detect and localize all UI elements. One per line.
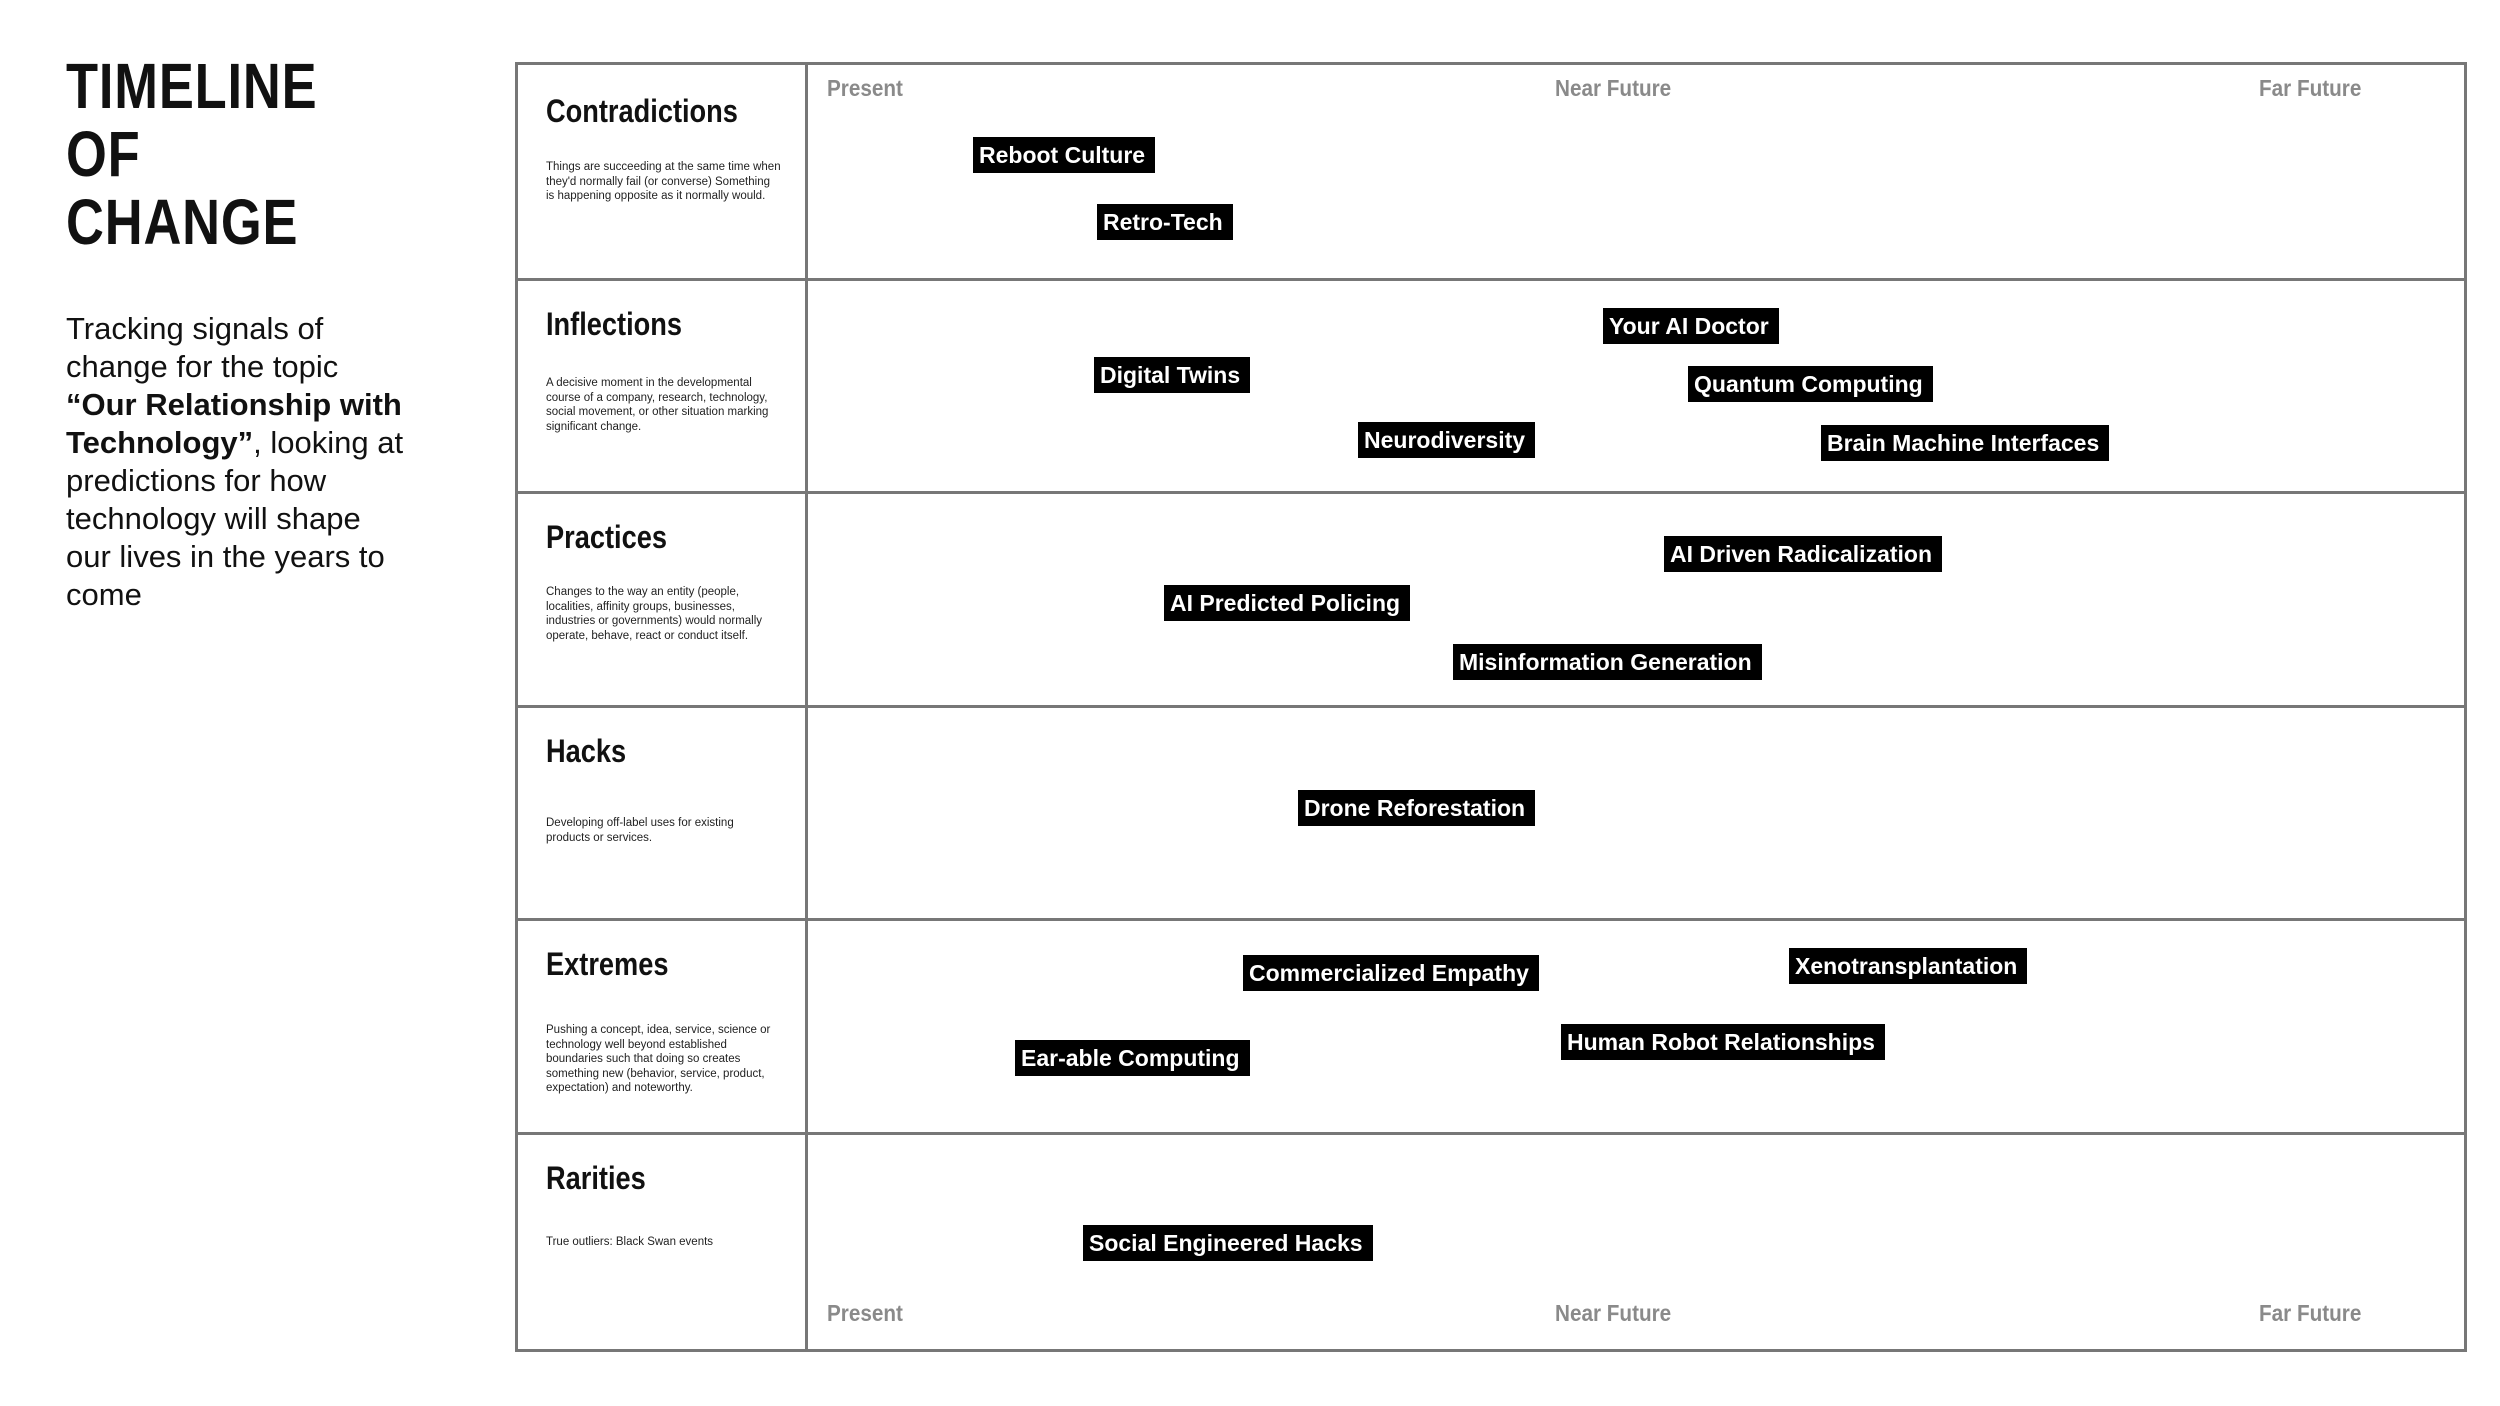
timeline-label-present-top: Present — [827, 75, 903, 101]
category-description: A decisive moment in the developmental course of a company, research, technology, social movement, or other situation marking significant change. — [546, 377, 769, 433]
signal-tag[interactable]: Reboot Culture — [973, 137, 1155, 173]
row-rarities — [518, 1132, 2464, 1349]
timeline-label-present-bottom: Present — [827, 1300, 903, 1326]
signal-tag[interactable]: Human Robot Relationships — [1561, 1024, 1885, 1060]
signal-tag[interactable]: Your AI Doctor — [1603, 308, 1779, 344]
signal-tag[interactable]: Social Engineered Hacks — [1083, 1225, 1373, 1261]
category-cell — [518, 491, 808, 705]
row-inflections — [518, 278, 2464, 494]
category-cell — [518, 278, 808, 491]
signal-tag[interactable]: Drone Reforestation — [1298, 790, 1535, 826]
category-title: Contradictions — [546, 93, 738, 129]
signal-tag[interactable]: Misinformation Generation — [1453, 644, 1762, 680]
page-title: TIMELINE OF CHANGE — [66, 50, 318, 258]
signal-tag[interactable]: Retro-Tech — [1097, 204, 1233, 240]
category-title: Hacks — [546, 733, 627, 769]
category-description: Pushing a concept, idea, service, science or technology well beyond established boundaries such that doing so creates something new (behavior, service, product, expectation) and noteworthy. — [546, 1024, 771, 1094]
intro-panel — [66, 52, 406, 614]
category-description: Changes to the way an entity (people, localities, affinity groups, businesses, industries or governments) would normally operate, behave, react or conduct itself. — [546, 586, 763, 642]
category-cell — [518, 705, 808, 918]
timeline-grid — [515, 62, 2467, 1352]
category-title: Extremes — [546, 946, 669, 982]
signal-tag[interactable]: Neurodiversity — [1358, 422, 1535, 458]
category-title: Rarities — [546, 1160, 646, 1196]
intro-topic: “Our Relationship with Technology” — [66, 387, 402, 460]
intro-text-after: , looking at predictions for how technology will shape our lives in the years to come — [66, 425, 404, 612]
intro-description — [66, 310, 406, 614]
row-contradictions — [518, 65, 2464, 281]
category-title: Practices — [546, 519, 667, 555]
intro-text-before: Tracking signals of change for the topic — [66, 311, 339, 384]
timeline-label-near-bottom: Near Future — [1555, 1300, 1672, 1326]
row-extremes — [518, 918, 2464, 1135]
signal-tag[interactable]: Xenotransplantation — [1789, 948, 2027, 984]
category-cell — [518, 918, 808, 1132]
category-description: True outliers: Black Swan events — [546, 1236, 714, 1248]
row-practices — [518, 491, 2464, 708]
signal-tag[interactable]: AI Predicted Policing — [1164, 585, 1410, 621]
category-cell — [518, 65, 808, 278]
row-hacks — [518, 705, 2464, 921]
signal-tag[interactable]: Digital Twins — [1094, 357, 1250, 393]
category-description: Developing off-label uses for existing products or services. — [546, 817, 734, 844]
category-cell — [518, 1132, 808, 1349]
category-title: Inflections — [546, 306, 683, 342]
signal-tag[interactable]: Brain Machine Interfaces — [1821, 425, 2109, 461]
signal-tag[interactable]: Commercialized Empathy — [1243, 955, 1539, 991]
signal-tag[interactable]: Quantum Computing — [1688, 366, 1933, 402]
signal-tag[interactable]: Ear-able Computing — [1015, 1040, 1250, 1076]
signal-tag[interactable]: AI Driven Radicalization — [1664, 536, 1942, 572]
timeline-label-far-bottom: Far Future — [2259, 1300, 2362, 1326]
timeline-label-near-top: Near Future — [1555, 75, 1672, 101]
timeline-label-far-top: Far Future — [2259, 75, 2362, 101]
category-description: Things are succeeding at the same time when they'd normally fail (or converse) Something is happening opposite as it normally would. — [546, 161, 781, 202]
